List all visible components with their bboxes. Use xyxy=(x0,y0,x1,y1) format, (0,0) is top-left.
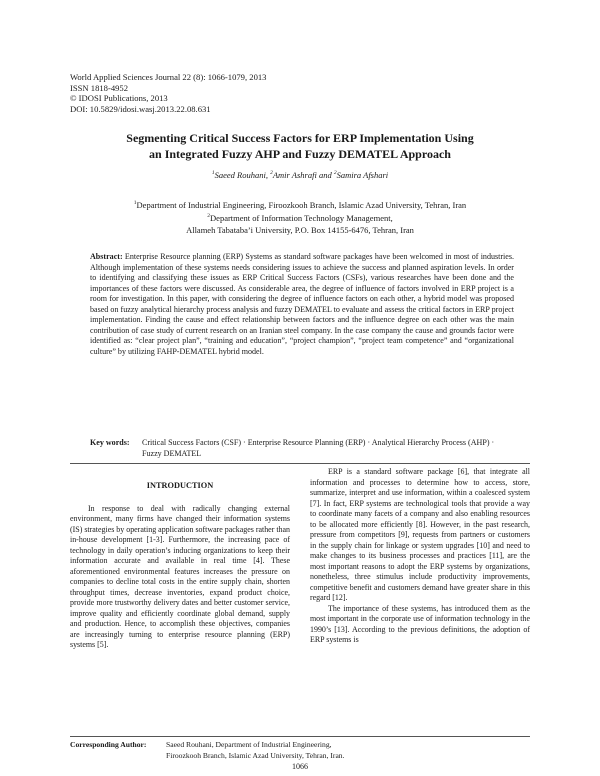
paragraph: ERP is a standard software package [6], that integrate all information and processes to determine how to access, store, summarize, interpret and use information, within a coalesced system [7]. In fact, ERP systems are technological tools that provide a way to coordinate many facets of a company and also enabling resources to be allocated more efficiently [8]. However, in the past research, pressure from competitors [9], requests from partners or customers in the supply chain for linkage or system upgrades [10] and need to make changes to its business processes and practices [11], are the most important reasons to adopt the ERP systems by organizations, nonetheless, three stimulus include productivity improvements, competitive benefit and customers demand have greater share in this regard [12]. xyxy=(310,467,530,602)
affil-1-marker: 1 xyxy=(133,200,137,206)
issn: ISSN 1818-4952 xyxy=(70,82,129,93)
author-list xyxy=(60,170,540,180)
section-heading-introduction: INTRODUCTION xyxy=(146,481,214,490)
paragraph: In response to deal with radically changing external environment, many firms have changed their information systems (IS) strategies by operating application software packages rather than in-house development [1-3]. Furthermore, the increasing pace of technology in daily operation’s inducing organizations to keep their information accurate and available in real time [4]. These aforementioned environmental features increases the pressure on companies to decline total costs in the entire supply chain, shorten throughput times, decrease inventories, expand product choice, provide more trustworthy delivery dates and better customer service, improve quality and efficiently coordinate global demand, supply and production. Hence, to accomplish these objectives, companies are increasingly turning to enterprise resource planning (ERP) systems [5]. xyxy=(70,503,290,649)
right-column xyxy=(310,467,530,646)
keywords xyxy=(90,438,514,459)
author-2-affil: 2 xyxy=(270,170,273,177)
author-2: Amir Ashrafi and xyxy=(272,170,334,180)
left-column xyxy=(70,467,290,651)
section-divider xyxy=(70,463,530,464)
page-number: 1066 xyxy=(292,762,308,771)
affil-2-address: Allameh Tabataba’i University, P.O. Box 14155-6476, Tehran, Iran xyxy=(186,224,414,235)
title-line-1: Segmenting Critical Success Factors for ERP Implementation Using xyxy=(126,131,474,145)
keywords-label: Key words: xyxy=(90,438,130,447)
paragraph: The importance of these systems, has introduced them as the most important in the corporate use of information technology in the 1990’s [13]. According to the previous definitions, the adoption of ERP systems is xyxy=(310,603,530,644)
corr-line-1: Saeed Rouhani, Department of Industrial Engineering, xyxy=(166,740,332,749)
abstract-label: Abstract: xyxy=(90,252,123,261)
author-1-affil: 1 xyxy=(211,170,215,177)
copyright: © IDOSI Publications, 2013 xyxy=(70,93,168,104)
journal-header xyxy=(70,72,266,114)
author-3: Samira Afshari xyxy=(336,170,389,180)
affil-2-marker: 2 xyxy=(207,213,211,220)
author-1: Saeed Rouhani, xyxy=(214,170,271,180)
footnote-divider xyxy=(70,736,530,737)
author-3-affil: 2 xyxy=(333,170,337,177)
title-line-2: an Integrated Fuzzy AHP and Fuzzy DEMATEL Approach xyxy=(149,146,451,161)
corresponding-author xyxy=(70,740,345,761)
doi: DOI: 10.5829/idosi.wasj.2013.22.08.631 xyxy=(70,103,211,114)
affil-2: Department of Information Technology Management, xyxy=(210,213,393,224)
affil-1: Department of Industrial Engineering, Firoozkooh Branch, Islamic Azad University, Tehran, Iran xyxy=(136,199,467,210)
corr-label: Corresponding Author: xyxy=(70,740,147,749)
paper-title xyxy=(60,131,540,162)
journal-citation: World Applied Sciences Journal 22 (8): 1066-1079, 2013 xyxy=(70,72,267,82)
corr-line-2: Firoozkooh Branch, Islamic Azad University, Tehran, Iran. xyxy=(166,750,345,760)
abstract-text: Enterprise Resource planning (ERP) Systems as standard software packages have been welcomed in most of industries. Although implementation of these systems needs considering issues to achieve the success and planned aspiration levels. In order to identifying and classifying these issues as ERP Critical Success Factors (CSFs), various researches have been done and the importances of these factors were discussed. As considerable area, the degree of influence of factors involved in ERP project is a room for investigation. In this paper, with considering the degree of influence factors on each other, a hybrid model was proposed based on fuzzy analytical hierarchy process analysis and fuzzy DEMATEL to evaluate and assess the critical factors in ERP project implementation. Finding the cause and effect relationship between factors and the influence degree on each other was the main contribution of case study of current research on an Iranian steel company. In the case company the cause and grounds factor were identified as: “clear project plan”, “training and education”, “project champion”, “project team competence” and “organizational culture” by utilizing FAHP-DEMATEL hybrid model. xyxy=(90,252,514,356)
affiliations xyxy=(60,198,540,236)
keywords-text: Critical Success Factors (CSF) · Enterprise Resource Planning (ERP) · Analytical Hierarchy Process (AHP) · Fuzzy DEMATEL xyxy=(142,438,495,458)
abstract xyxy=(90,252,514,357)
